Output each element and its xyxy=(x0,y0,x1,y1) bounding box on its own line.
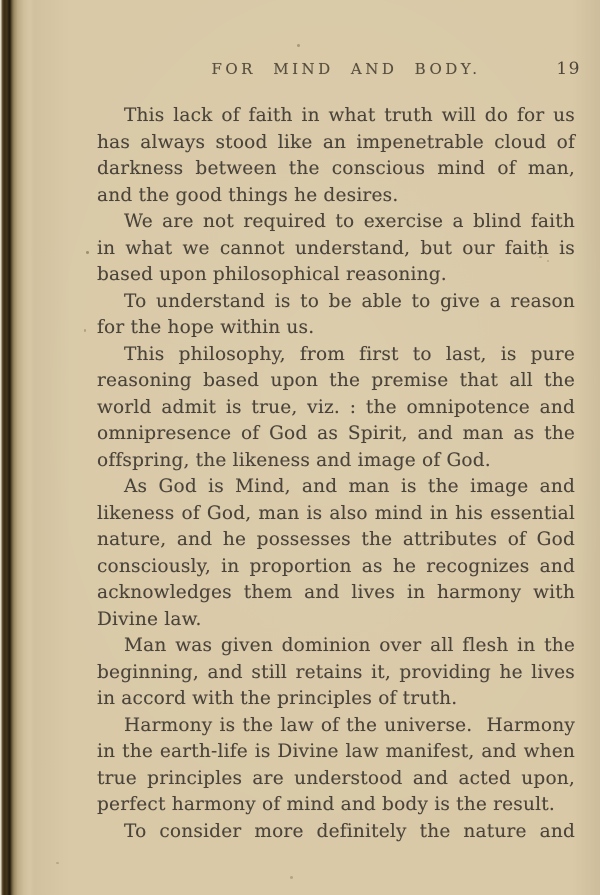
page-header xyxy=(107,60,585,82)
text-line: reasoning based upon the premise that all the xyxy=(97,370,575,391)
text-line: in what we cannot understand, but our faith is xyxy=(97,237,575,259)
scan-speck xyxy=(84,329,86,332)
book-binding-edge xyxy=(0,0,34,895)
text-line: based upon philosophical reasoning. xyxy=(97,264,447,285)
text-line: in the earth-life is Divine law manifest, and when xyxy=(97,741,575,762)
text-line: Divine law. xyxy=(97,608,202,630)
text-line: darkness between the conscious mind of man, xyxy=(97,158,575,179)
page-number: 19 xyxy=(556,59,581,79)
text-line: world admit is true, viz. : the omnipotence and xyxy=(97,396,575,418)
text-line: true principles are understood and acted upon, xyxy=(97,767,575,789)
text-line: offspring, the likeness and image of God. xyxy=(97,449,491,471)
text-block xyxy=(97,103,575,845)
text-line: likeness of God, man is also mind in his essential xyxy=(97,502,575,524)
text-line: and the good things he desires. xyxy=(97,184,399,206)
scan-speck xyxy=(539,256,542,258)
scan-speck xyxy=(290,876,293,879)
text-line: We are not required to exercise a blind faith xyxy=(124,211,575,232)
text-line: omnipresence of God as Spirit, and man as the xyxy=(97,423,575,444)
text-line: This philosophy, from first to last, is pure xyxy=(124,343,575,365)
text-line: consciously, in proportion as he recognizes and xyxy=(97,555,575,577)
running-title: FOR MIND AND BODY. xyxy=(211,60,481,78)
scan-speck xyxy=(56,862,59,864)
text-line: for the hope within us. xyxy=(97,317,315,338)
text-line: perfect harmony of mind and body is the result. xyxy=(97,794,555,815)
text-line: To consider more definitely the nature and xyxy=(124,820,575,842)
text-line: Man was given dominion over all flesh in the xyxy=(124,635,575,656)
text-line: This lack of faith in what truth will do for us xyxy=(124,105,575,126)
text-line: has always stood like an impenetrable cloud of xyxy=(97,131,575,153)
scan-speck xyxy=(297,44,300,47)
scan-speck xyxy=(86,251,89,254)
text-line: in accord with the principles of truth. xyxy=(97,688,458,709)
scan-speck xyxy=(547,260,549,262)
text-line: Harmony is the law of the universe. Harmony xyxy=(124,714,575,736)
text-line: To understand is to be able to give a reason xyxy=(124,290,575,312)
text-line: acknowledges them and lives in harmony with xyxy=(97,582,575,603)
text-line: beginning, and still retains it, providing he lives xyxy=(97,661,575,683)
text-line: As God is Mind, and man is the image and xyxy=(124,476,575,497)
text-line: nature, and he possesses the attributes of God xyxy=(97,529,575,550)
